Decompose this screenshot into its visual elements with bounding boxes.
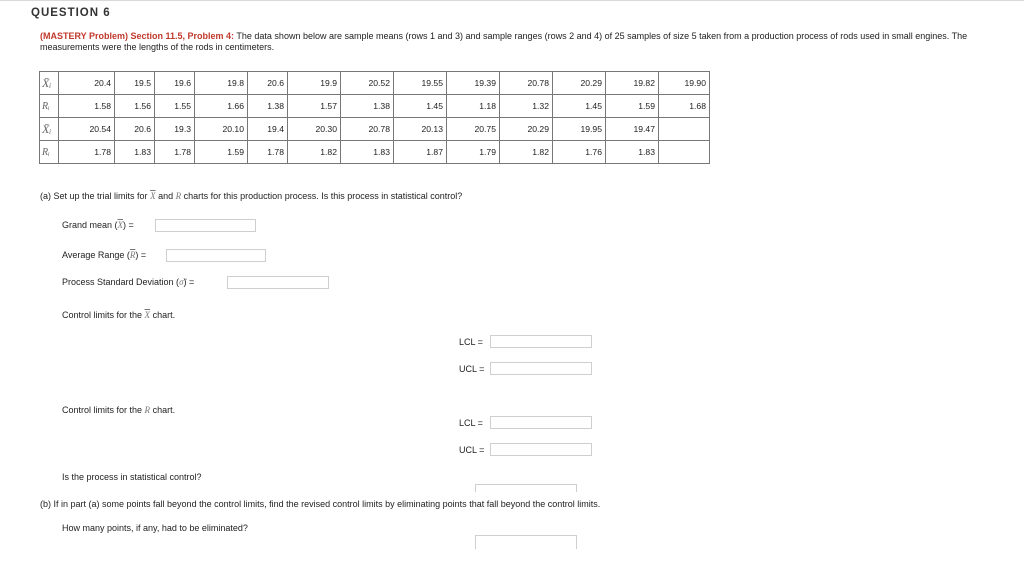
- table-cell: 19.82: [606, 72, 659, 95]
- table-cell: 19.5: [115, 72, 155, 95]
- table-cell: 19.3: [155, 118, 195, 141]
- table-cell: 1.32: [500, 95, 553, 118]
- std-dev-label: [62, 277, 194, 287]
- table-cell: 20.4: [59, 72, 115, 95]
- problem-text: The data shown below are sample means (rows 1 and 3) and sample ranges (rows 2 and 4) of 25 samples of size 5 taken from a production process of rods used in small engines. The measurements were the lengths of the rods in centimeters.: [40, 31, 968, 52]
- table-cell: 1.66: [195, 95, 248, 118]
- xbar-symbol: $\overline{X}$: [150, 191, 156, 201]
- table-cell: 20.30: [288, 118, 341, 141]
- average-range-input[interactable]: [166, 249, 266, 262]
- table-cell: 20.78: [500, 72, 553, 95]
- table-row: [40, 72, 710, 95]
- table-cell: 1.79: [447, 141, 500, 164]
- table-cell: 1.83: [341, 141, 394, 164]
- part-b-text: (b) If in part (a) some points fall beyond the control limits, find the revised control limits by eliminating points that fall beyond the control limits.: [40, 499, 601, 509]
- table-cell: 1.57: [288, 95, 341, 118]
- data-table: [39, 71, 710, 164]
- points-eliminated-question: How many points, if any, had to be eliminated?: [62, 523, 248, 533]
- table-cell: 1.59: [606, 95, 659, 118]
- table-cell: [659, 141, 710, 164]
- table-cell: 1.78: [59, 141, 115, 164]
- part-a-suffix: charts for this production process. Is this process in statistical control?: [183, 191, 463, 201]
- table-cell: 20.10: [195, 118, 248, 141]
- table-row: [40, 95, 710, 118]
- table-cell: 1.87: [394, 141, 447, 164]
- r-limits-text: Control limits for the: [62, 405, 143, 415]
- table-cell: 1.82: [500, 141, 553, 164]
- r-chart-limits-label: [62, 405, 175, 415]
- avg-range-end: ) =: [135, 250, 147, 260]
- table-cell: 20.6: [115, 118, 155, 141]
- table-cell: 1.55: [155, 95, 195, 118]
- control-question: Is the process in statistical control?: [62, 472, 202, 482]
- table-cell: 20.13: [394, 118, 447, 141]
- table-cell: 1.83: [115, 141, 155, 164]
- xbar-lcl-label: LCL =: [459, 337, 483, 347]
- problem-statement: [40, 31, 1015, 53]
- table-cell: 1.56: [115, 95, 155, 118]
- sigma-hat-symbol: σ̂: [179, 277, 184, 287]
- row-label: Rᵢ: [40, 95, 59, 118]
- table-cell: 1.38: [248, 95, 288, 118]
- table-cell: 19.9: [288, 72, 341, 95]
- std-dev-input[interactable]: [227, 276, 329, 289]
- table-cell: [659, 118, 710, 141]
- rbar-symbol: $\overline{R}$: [129, 250, 136, 260]
- table-cell: 20.29: [553, 72, 606, 95]
- problem-tag: (MASTERY Problem) Section 11.5, Problem 4:: [40, 31, 235, 41]
- table-cell: 1.68: [659, 95, 710, 118]
- grand-mean-label: [62, 220, 134, 230]
- table-cell: 1.58: [59, 95, 115, 118]
- r-lcl-input[interactable]: [490, 416, 592, 429]
- table-cell: 19.90: [659, 72, 710, 95]
- table-row: [40, 118, 710, 141]
- grand-mean-text: Grand mean (: [62, 220, 118, 230]
- xbar-limits-text: Control limits for the: [62, 310, 143, 320]
- row-label: X̄ᵢ: [40, 72, 59, 95]
- r-ucl-input[interactable]: [490, 443, 592, 456]
- grand-mean-input[interactable]: [155, 219, 256, 232]
- points-eliminated-input[interactable]: [475, 535, 577, 549]
- r-symbol: R: [175, 191, 182, 201]
- average-range-label: [62, 250, 146, 260]
- xbar-limits-end: chart.: [152, 310, 176, 320]
- table-cell: 19.39: [447, 72, 500, 95]
- grand-mean-end: ) =: [123, 220, 134, 230]
- table-cell: 19.4: [248, 118, 288, 141]
- table-cell: 20.52: [341, 72, 394, 95]
- table-cell: 19.6: [155, 72, 195, 95]
- table-cell: 1.76: [553, 141, 606, 164]
- table-cell: 1.45: [394, 95, 447, 118]
- table-cell: 1.59: [195, 141, 248, 164]
- sigma-text: Process Standard Deviation (: [62, 277, 180, 287]
- part-a-and: and: [158, 191, 174, 201]
- xbar-symbol: $\overline{X}$: [144, 310, 151, 320]
- table-cell: 1.38: [341, 95, 394, 118]
- row-label: Rᵢ: [40, 141, 59, 164]
- part-a-prefix: (a) Set up the trial limits for: [40, 191, 148, 201]
- top-divider: [0, 0, 1024, 1]
- row-label: X̄ᵢ: [40, 118, 59, 141]
- r-symbol: R: [144, 405, 151, 415]
- table-cell: 1.78: [248, 141, 288, 164]
- table-cell: 20.6: [248, 72, 288, 95]
- xbar-chart-limits-label: [62, 310, 175, 320]
- xbar-ucl-label: UCL =: [459, 364, 485, 374]
- table-cell: 20.75: [447, 118, 500, 141]
- table-cell: 1.83: [606, 141, 659, 164]
- table-cell: 20.78: [341, 118, 394, 141]
- avg-range-text: Average Range (: [62, 250, 130, 260]
- question-header: QUESTION 6: [31, 7, 111, 19]
- table-cell: 19.47: [606, 118, 659, 141]
- table-row: [40, 141, 710, 164]
- table-cell: 1.82: [288, 141, 341, 164]
- table-cell: 19.95: [553, 118, 606, 141]
- xbar-symbol: $\overline{X}$: [117, 220, 124, 230]
- control-answer-dropdown[interactable]: [475, 484, 577, 492]
- table-cell: 1.18: [447, 95, 500, 118]
- r-ucl-label: UCL =: [459, 445, 485, 455]
- r-lcl-label: LCL =: [459, 418, 483, 428]
- table-cell: 20.54: [59, 118, 115, 141]
- r-limits-end: chart.: [152, 405, 176, 415]
- sigma-end: ) =: [183, 277, 195, 287]
- table-cell: 1.78: [155, 141, 195, 164]
- table-cell: 20.29: [500, 118, 553, 141]
- xbar-ucl-input[interactable]: [490, 362, 592, 375]
- table-cell: 19.55: [394, 72, 447, 95]
- table-cell: 1.45: [553, 95, 606, 118]
- table-cell: 19.8: [195, 72, 248, 95]
- xbar-lcl-input[interactable]: [490, 335, 592, 348]
- part-a-prompt: [40, 191, 462, 201]
